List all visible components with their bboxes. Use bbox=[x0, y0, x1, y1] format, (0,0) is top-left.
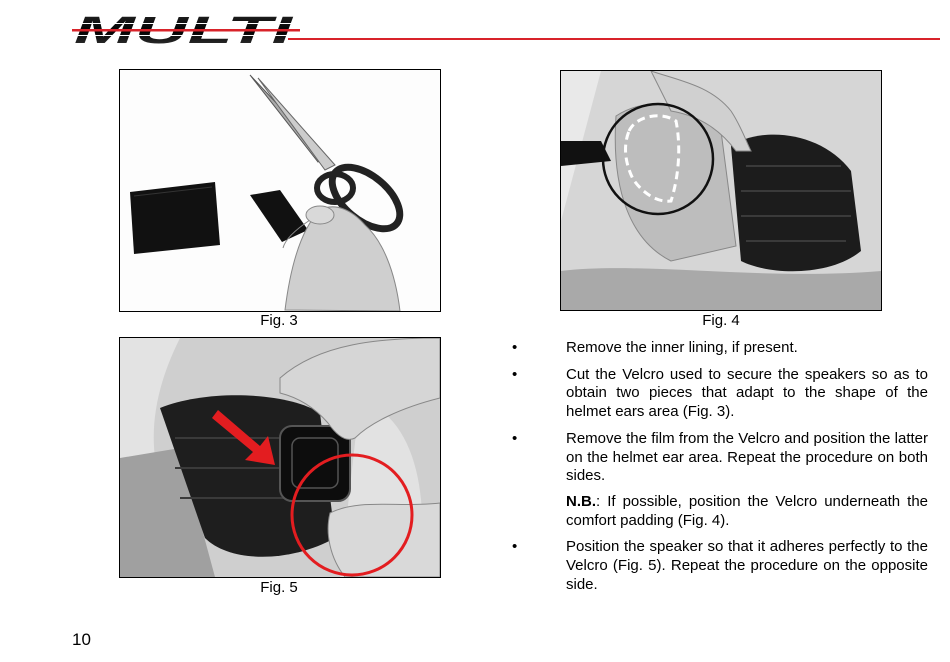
bullet: • bbox=[512, 339, 518, 356]
fig3-photo bbox=[119, 69, 441, 312]
fig4-photo bbox=[560, 70, 882, 311]
bullet: • bbox=[512, 429, 518, 447]
instruction-item bbox=[508, 538, 928, 594]
instruction-text: Remove the inner lining, if present. bbox=[566, 339, 798, 356]
bullet: • bbox=[512, 365, 518, 383]
header-rule bbox=[288, 38, 940, 40]
instruction-text: Remove the film from the Velcro and position the latter on the helmet ear area. Repeat the procedure on both sides. bbox=[566, 429, 928, 485]
instruction-text: Cut the Velcro used to secure the speakers so as to obtain two pieces that adapt to the shape of the helmet ears area (Fig. 3). bbox=[566, 365, 928, 421]
instruction-item bbox=[508, 430, 928, 486]
instruction-list bbox=[508, 339, 928, 602]
bullet: • bbox=[512, 538, 518, 556]
fig4-caption: Fig. 4 bbox=[702, 312, 740, 329]
instruction-text: Position the speaker so that it adheres perfectly to the Velcro (Fig. 5). Repeat the procedure on the opposite side. bbox=[566, 538, 928, 593]
note-text: : If possible, position the Velcro underneath the comfort padding (Fig. 4). bbox=[566, 492, 928, 529]
instruction-item bbox=[508, 339, 928, 358]
multi-logo bbox=[72, 12, 300, 48]
note-label: N.B. bbox=[566, 492, 596, 510]
note bbox=[508, 493, 928, 530]
fig3-caption: Fig. 3 bbox=[260, 312, 298, 329]
page-number: 10 bbox=[72, 630, 91, 649]
fig5-caption: Fig. 5 bbox=[260, 579, 298, 596]
fig5-photo bbox=[119, 337, 441, 578]
instruction-item bbox=[508, 366, 928, 422]
